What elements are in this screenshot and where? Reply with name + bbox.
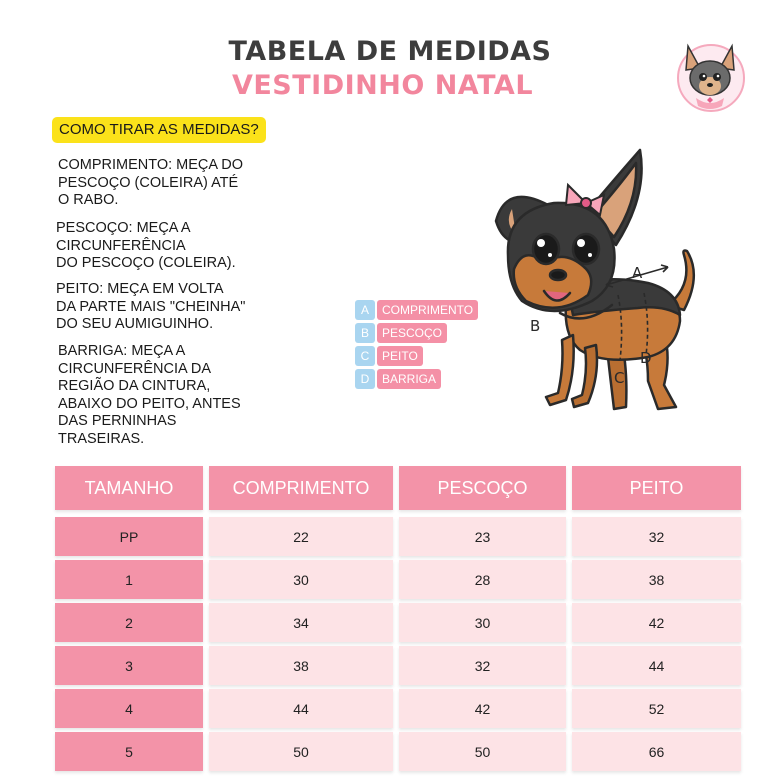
size-cell: 3 (55, 646, 203, 685)
instruction-barriga: BARRIGA: MEÇA A CIRCUNFERÊNCIA DA REGIÃO DA CINTURA, ABAIXO DO PEITO, ANTES DAS PERNINHAS TRASEIRAS. (58, 343, 241, 447)
legend-letter: B (355, 323, 375, 343)
legend-item-peito (355, 344, 478, 367)
chihuahua-logo-icon (666, 34, 750, 118)
pescoco-cell: 42 (399, 689, 566, 728)
table-row (55, 560, 741, 599)
pescoco-cell: 23 (399, 517, 566, 556)
diagram-mark-b: B (530, 317, 541, 335)
header-peito: PEITO (572, 466, 741, 510)
table-row (55, 603, 741, 642)
diagram-mark-a: A (632, 264, 643, 282)
pescoco-cell: 50 (399, 732, 566, 771)
peito-cell: 38 (572, 560, 741, 599)
legend-letter: D (355, 369, 375, 389)
diagram-mark-d: D (640, 349, 652, 367)
header-tamanho: TAMANHO (55, 466, 203, 510)
comprimento-cell: 50 (209, 732, 393, 771)
measurement-legend (355, 298, 478, 390)
page-subtitle: VESTIDINHO NATAL (231, 70, 534, 101)
header-pescoco: PESCOÇO (399, 466, 566, 510)
pescoco-cell: 30 (399, 603, 566, 642)
legend-item-comprimento (355, 298, 478, 321)
table-row (55, 689, 741, 728)
pescoco-cell: 28 (399, 560, 566, 599)
page-title: TABELA DE MEDIDAS (228, 36, 552, 67)
instruction-pescoco: PESCOÇO: MEÇA A CIRCUNFERÊNCIA DO PESCOÇO (COLEIRA). (56, 220, 236, 271)
legend-item-pescoco (355, 321, 478, 344)
table-row (55, 732, 741, 771)
size-cell: 4 (55, 689, 203, 728)
instruction-comprimento: COMPRIMENTO: MEÇA DO PESCOÇO (COLEIRA) ATÉ O RABO. (58, 157, 244, 208)
peito-cell: 52 (572, 689, 741, 728)
legend-label: BARRIGA (377, 369, 441, 389)
table-row (55, 646, 741, 685)
peito-cell: 44 (572, 646, 741, 685)
legend-letter: A (355, 300, 375, 320)
legend-label: PEITO (377, 346, 423, 366)
size-cell: 1 (55, 560, 203, 599)
legend-label: COMPRIMENTO (377, 300, 478, 320)
legend-letter: C (355, 346, 375, 366)
comprimento-cell: 44 (209, 689, 393, 728)
how-to-measure-heading: COMO TIRAR AS MEDIDAS? (52, 117, 266, 143)
instruction-peito: PEITO: MEÇA EM VOLTA DA PARTE MAIS "CHEINHA" DO SEU AUMIGUINHO. (56, 281, 246, 332)
diagram-mark-c: C (614, 369, 625, 387)
peito-cell: 66 (572, 732, 741, 771)
size-cell: PP (55, 517, 203, 556)
pescoco-cell: 32 (399, 646, 566, 685)
table-row (55, 517, 741, 556)
comprimento-cell: 34 (209, 603, 393, 642)
legend-label: PESCOÇO (377, 323, 447, 343)
header-comprimento: COMPRIMENTO (209, 466, 393, 510)
size-cell: 2 (55, 603, 203, 642)
size-cell: 5 (55, 732, 203, 771)
legend-item-barriga (355, 367, 478, 390)
peito-cell: 32 (572, 517, 741, 556)
peito-cell: 42 (572, 603, 741, 642)
comprimento-cell: 22 (209, 517, 393, 556)
chihuahua-diagram (488, 145, 728, 420)
comprimento-cell: 30 (209, 560, 393, 599)
size-table (55, 466, 741, 775)
comprimento-cell: 38 (209, 646, 393, 685)
table-header-row (55, 466, 741, 510)
